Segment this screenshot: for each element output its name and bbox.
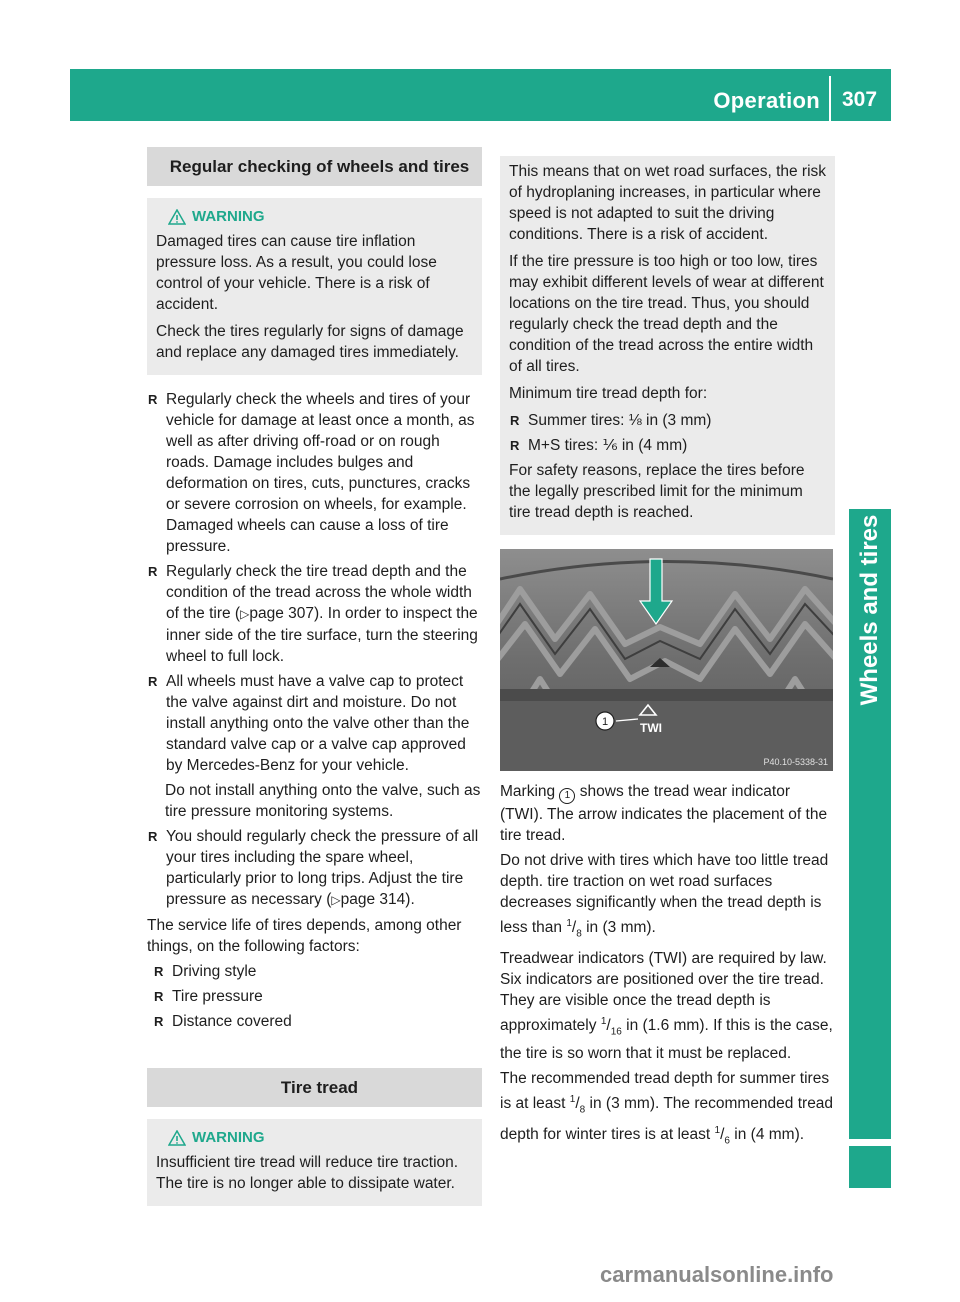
image-code: P40.10-5338-31 [763,757,828,767]
warning-box [147,198,482,375]
twi-label: TWI [640,721,662,735]
warning-heading [156,206,474,227]
list-item [147,671,482,776]
list-item: R Tire pressure [154,988,263,1005]
side-tab-square [849,1146,891,1188]
page-reference-link[interactable]: page 314 [340,891,406,908]
warning-text: For safety reasons, replace the tires before the legally prescribed limit for the minimum tire tread depth is reached. [509,462,805,521]
paragraph: Do not drive with tires which have too little tread depth. tire traction on wet road surfaces decreases significantly when the tread depth is less than $^1/_8$ in (3 mm). [500,852,829,940]
bullet-marker: R [510,413,520,428]
section-title: Regular checking of wheels and tires [147,147,482,186]
bullet-marker: R [148,674,158,689]
side-tab-label: Wheels and tires [856,514,883,706]
bullet-marker: R [154,989,164,1004]
warning-box-continued [500,156,835,535]
list-item: R Summer tires: ⅛ in (3 mm) [510,412,712,429]
bullet-marker: R [148,392,158,407]
marker-number: 1 [601,716,609,728]
list-item-note: Do not install anything onto the valve, such as tire pressure monitoring systems. [165,782,481,820]
page-number: 307 [842,88,878,111]
page-reference-link[interactable]: page 307 [249,605,314,622]
bullet-marker: R [154,1014,164,1029]
list-item: R Distance covered [154,1013,292,1030]
list-item [147,826,482,911]
header-title: Operation [713,88,820,113]
paragraph: Marking 1 shows the tread wear indicator (TWI). The arrow indicates the placement of the tire tread. [500,783,828,844]
tire-tread-illustration [500,549,833,771]
page-ref-arrow-icon: ▷ [331,893,341,907]
warning-text: If the tire pressure is too high or too low, tires may exhibit different levels of wear at different locations on the tire tread. Thus, you should regularly check the tread depth and the condition of the tread across the entire width of all tires. [509,253,824,375]
page-ref-arrow-icon: ▷ [240,607,250,621]
list-item-text: All wheels must have a valve cap to protect the valve against dirt and moisture. Do not install anything onto the valve other than the standard valve cap or a valve cap approved by Mercedes-Benz for your vehicle. [166,673,470,774]
list-item: R Driving style [154,963,257,980]
list-item [147,561,482,667]
header-divider [829,76,831,121]
left-column [147,147,482,1220]
warning-heading [156,1127,474,1148]
bullet-marker: R [148,829,158,844]
paragraph: The recommended tread depth for summer tires is at least $^1/_8$ in (3 mm). The recommended tread depth for winter tires is at least $^1/_6$ in (4 mm). [500,1069,834,1146]
paragraph: The service life of tires depends, among other things, on the following factors: [147,917,462,955]
list-item-text: Regularly check the tire tread depth and the condition of the tread across the whole width of the tire (▷page 307). In order to inspect the inner side of the tire surface, turn the steering wheel to full lock. [166,563,478,665]
bullet-marker: R [510,438,520,453]
section-title: Tire tread [147,1068,482,1107]
warning-triangle-icon [168,209,186,225]
list-item-text: You should regularly check the pressure of all your tires including the spare wheel, particularly prior to long trips. Adjust the tire pressure as necessary (▷page 314). [166,828,479,908]
warning-box [147,1119,482,1206]
bullet-marker: R [154,964,164,979]
warning-text: This means that on wet road surfaces, the risk of hydroplaning increases, in particular where speed is not adapted to suit the driving conditions. There is a risk of accident. [509,163,827,243]
warning-triangle-icon [168,1130,186,1146]
footer-watermark[interactable]: carmanualsonline.info [600,1262,834,1287]
warning-text: Minimum tire tread depth for: [509,385,708,402]
warning-label: WARNING [192,208,265,225]
warning-label: WARNING [192,1129,265,1146]
bullet-marker: R [148,564,158,579]
warning-text: Damaged tires can cause tire inflation pressure loss. As a result, you could lose control of your vehicle. There is a risk of accident. [156,233,437,313]
marker-number-icon: 1 [559,788,575,804]
list-item-text: Regularly check the wheels and tires of your vehicle for damage at least once a month, as well as after driving off-road or on rough roads. Damage includes bulges and deformation on tires, cuts, punctures, cracks or severe corrosion on wheels, for example. Damaged wheels can cause a loss of tire pressure. [166,391,475,555]
warning-text: Insufficient tire tread will reduce tire traction. The tire is no longer able to dissipate water. [156,1154,459,1192]
right-column [500,156,835,1155]
paragraph: Treadwear indicators (TWI) are required by law. Six indicators are positioned over the tire tread. They are visible once the tread depth is approximately $^1/_{16}$ in (1.6 mm). If this is the case, the tire is so worn that it must be replaced. [500,950,833,1062]
list-item: R M+S tires: ⅙ in (4 mm) [510,437,688,454]
warning-text: Check the tires regularly for signs of damage and replace any damaged tires immediately. [156,323,464,361]
list-item [147,389,482,557]
